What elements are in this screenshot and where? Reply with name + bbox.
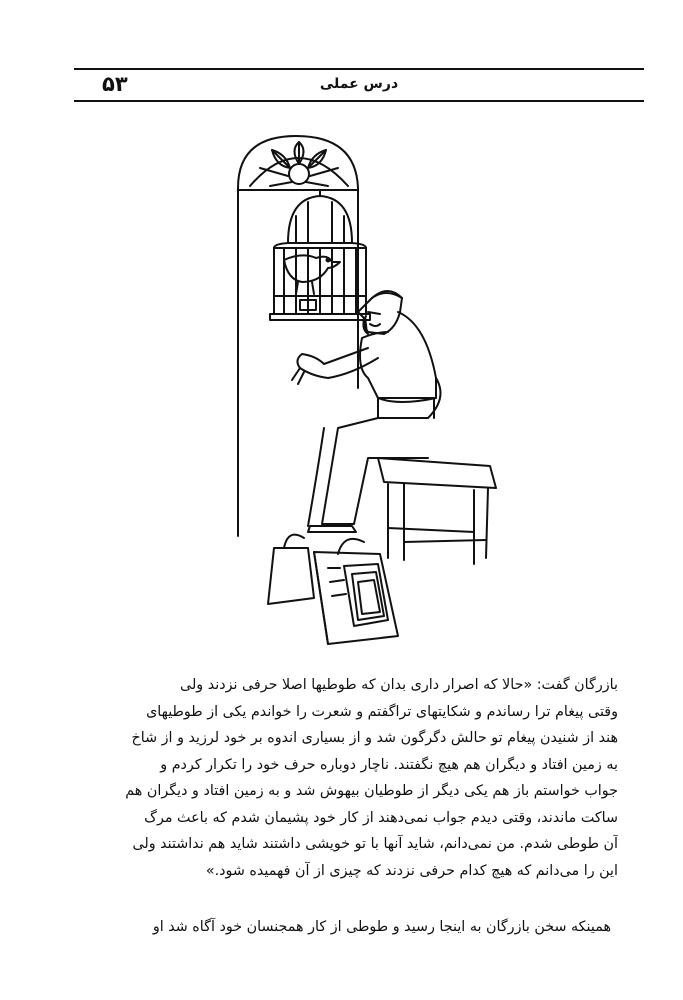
stool <box>378 458 496 564</box>
text-line: وقتی پیغام ترا رساندم و شکایتهای تراگفتم و شعرت را خواندم یکی از طوطیهای <box>146 703 618 720</box>
text-line: بازرگان گفت: «حالا که اصرار داری بدان که طوطیها اصلا حرفی نزدند ولی <box>180 677 618 693</box>
text-line: آن طوطی شدم. من نمی‌دانم، شاید آنها با تو خویشی داشتند شاید هم نداشتند ولی <box>132 836 618 852</box>
text-line: هند از شنیدن پیغام تو حالش دگرگون شد و از بسیاری اندوه بر خود لرزید و از شاخ <box>131 730 618 746</box>
merchant-and-parrot-illustration <box>228 128 508 648</box>
merchant-figure <box>292 291 441 532</box>
merchant-bags <box>268 535 398 644</box>
text-line: جواب خواستم باز هم یکی دیگر از طوطیان بیهوش شد و به زمین افتاد و دیگران هم <box>125 783 618 799</box>
text-line: به زمین افتاد و دیگران هم هیچ نگفتند. ناچار دوباره حرف خود را تکرار کردم و <box>160 756 618 773</box>
running-title: درس عملی <box>319 76 399 92</box>
paragraph-dialogue <box>98 672 618 884</box>
page-number: ۵۳ <box>102 72 128 96</box>
paragraph-continuation: همینکه سخن بازرگان به اینجا رسید و طوطی از کار همجنسان خود آگاه شد او <box>152 919 611 935</box>
text-line: ساکت ماندند، وقتی دیدم جواب نمی‌دهند از کار خود پشیمان شدم که باعث مرگ <box>144 809 618 826</box>
arched-niche <box>238 136 358 536</box>
rosette-window <box>250 142 348 186</box>
birdcage <box>270 190 370 320</box>
page-header <box>74 68 644 102</box>
text-line: این را می‌دانم که هیچ کدام حرفی نزدند که چیزی از آن فهمیده شود.» <box>205 862 618 879</box>
